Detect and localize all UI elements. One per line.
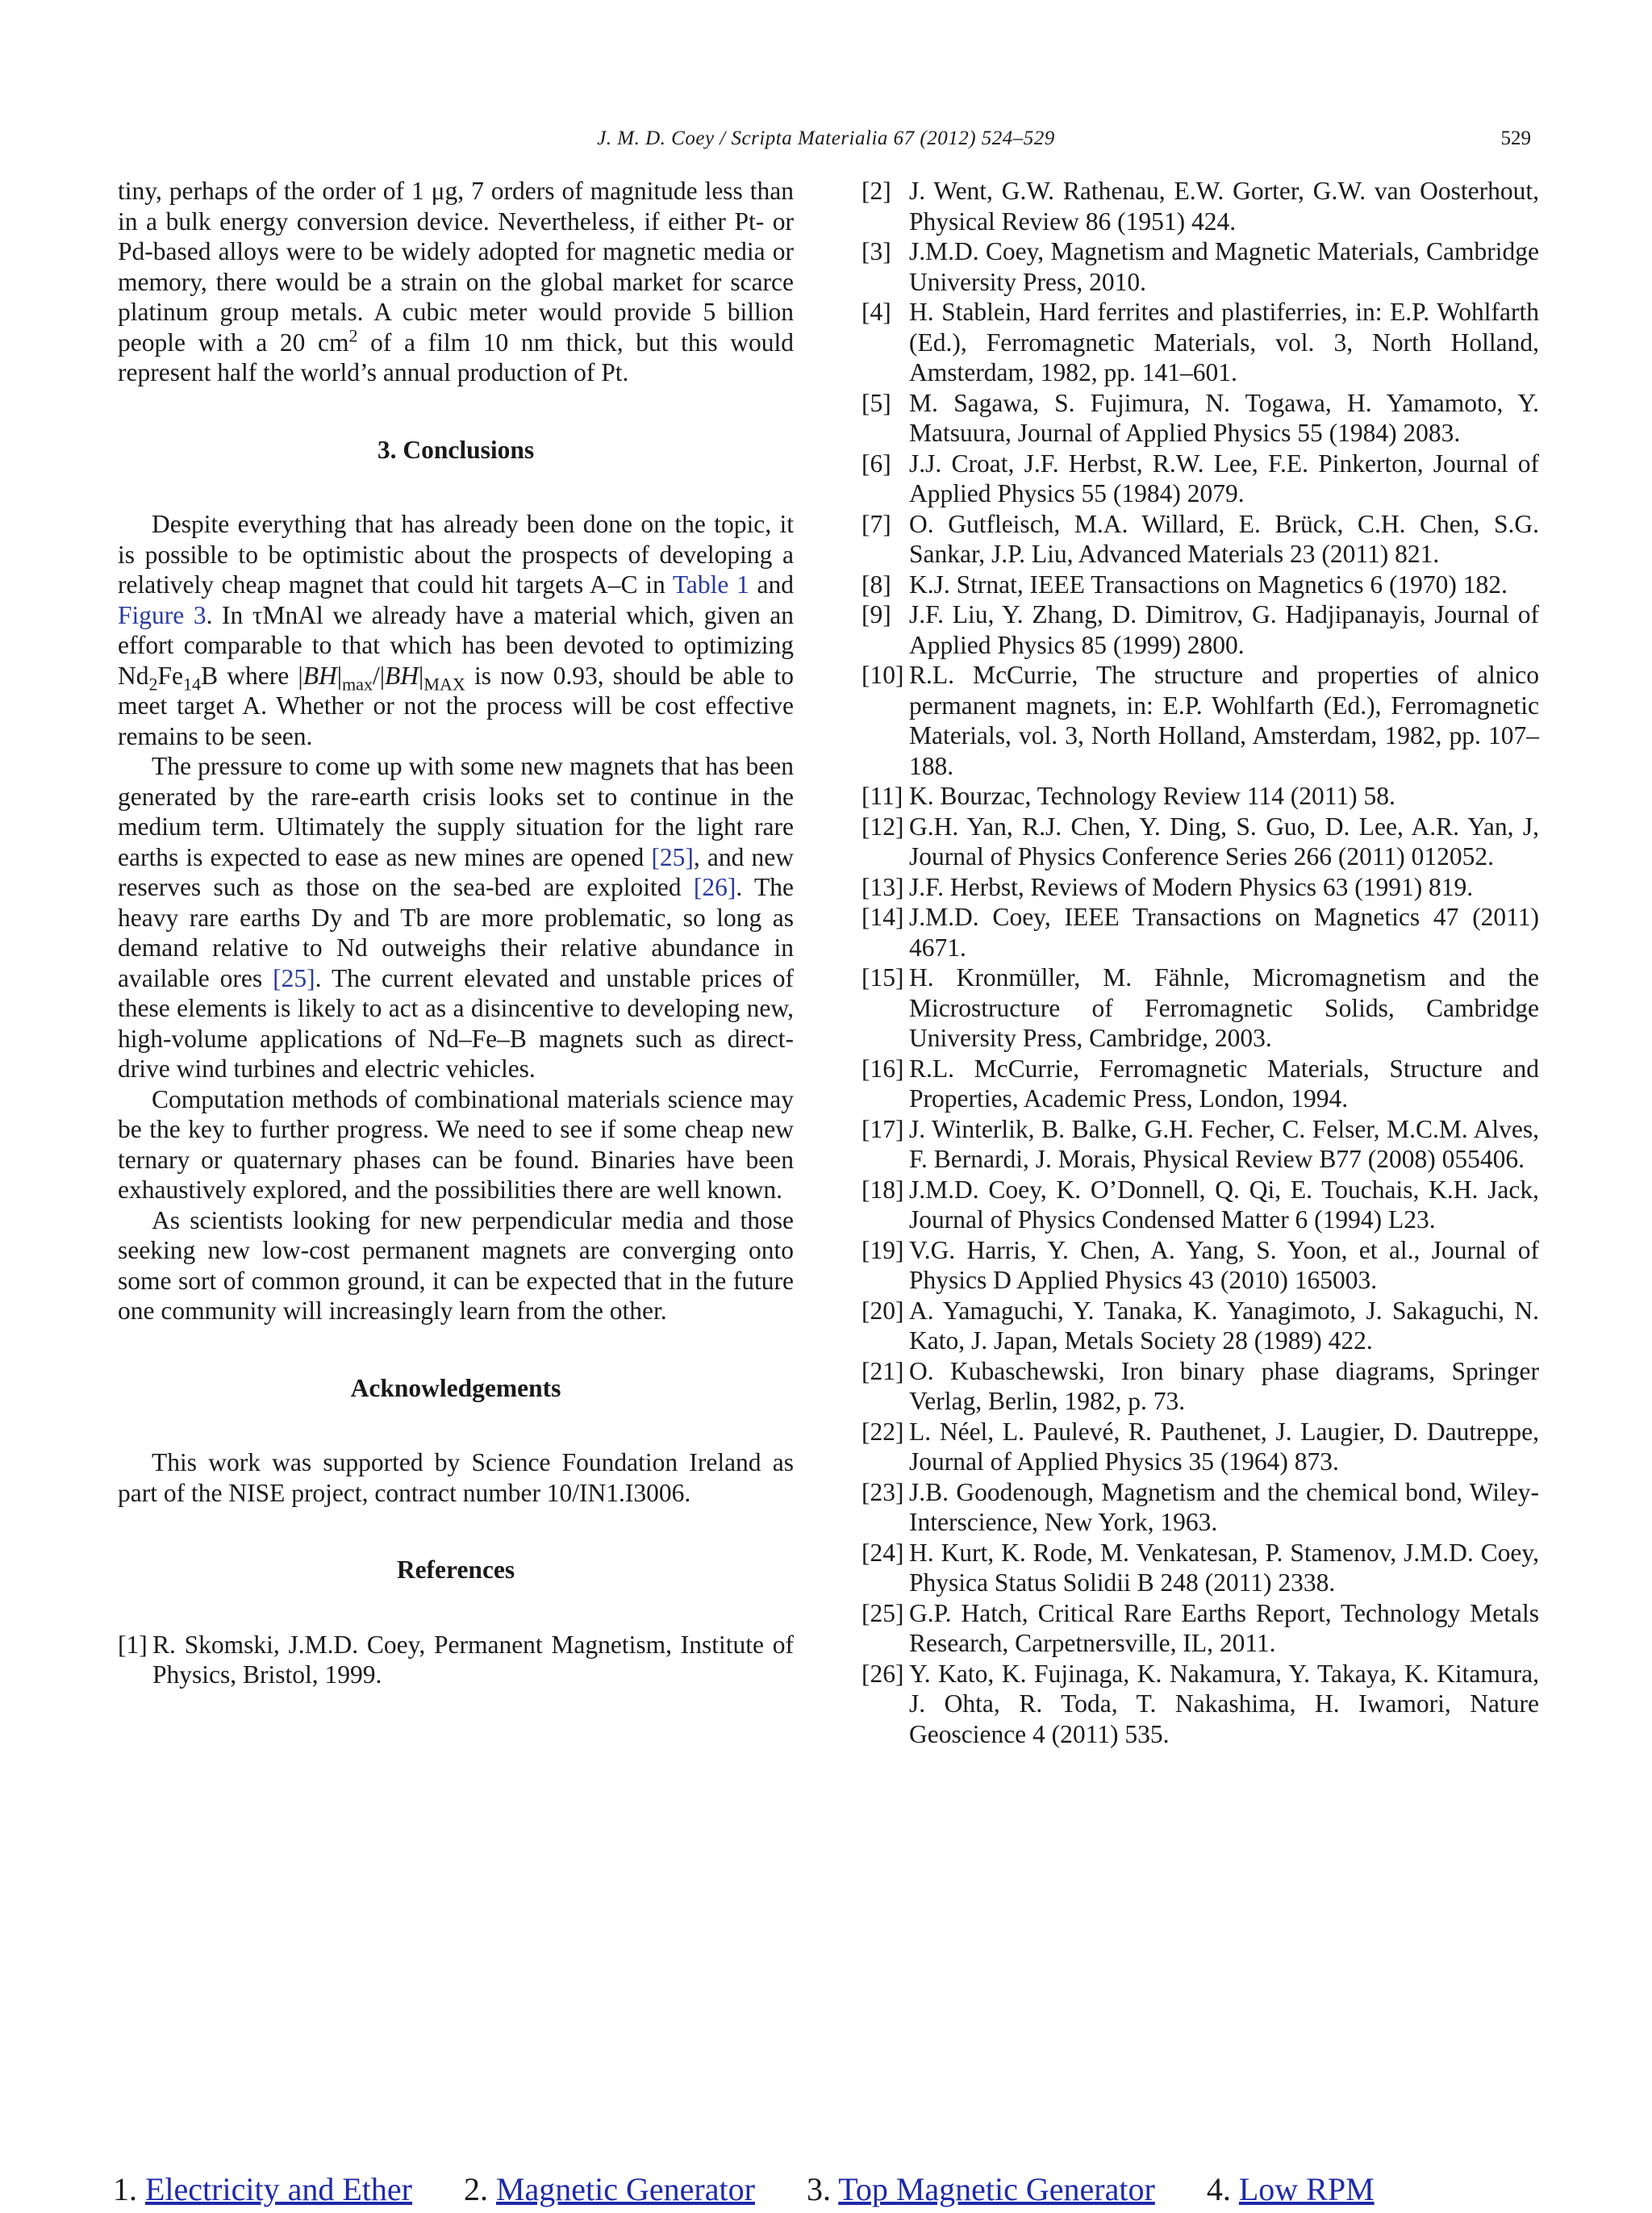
link-low-rpm[interactable]: Low RPM xyxy=(1238,2171,1375,2207)
reference-number: [13] xyxy=(861,872,904,901)
reference-number: [25] xyxy=(861,1598,904,1627)
reference-number: [9] xyxy=(861,600,891,628)
reference-text: H. Kronmüller, M. Fähnle, Micromagnetism and the Microstructure of Ferromagnetic Solids, Cambridge University Press, Cambridge, 2003. xyxy=(909,963,1539,1052)
reference-item xyxy=(861,599,1539,660)
reference-text: L. Néel, L. Paulevé, R. Pauthenet, J. Laugier, D. Dautreppe, Journal of Applied Physics 35 (1964) 873. xyxy=(909,1417,1539,1476)
text-span: and xyxy=(749,570,794,599)
math-italic: BH xyxy=(385,661,419,690)
reference-number: [20] xyxy=(861,1296,904,1325)
related-link-item xyxy=(1207,2171,1375,2207)
reference-number: [10] xyxy=(861,661,904,689)
table-1-link[interactable]: Table 1 xyxy=(672,570,749,599)
running-head: J. M. D. Coey / Scripta Materialia 67 (2012) 524–529 xyxy=(597,127,1055,149)
reference-number: [11] xyxy=(861,782,903,810)
reference-item xyxy=(861,781,1539,812)
link-magnetic-generator[interactable]: Magnetic Generator xyxy=(495,2171,755,2207)
text-span: , and new reserves such as those on the sea-bed are exploited xyxy=(118,842,794,901)
reference-item xyxy=(861,1417,1539,1477)
intro-text: tiny, perhaps of the order of 1 μg, 7 orders of magnitude less than in a bulk energy conversion device. Nevertheless, if either Pt- or Pd-based alloys were to be widely adopted for magnetic media or memory, there would be a strain on the global market for scarce platinum group metals. A cubic meter would provide 5 billion people with a 20 cm xyxy=(118,177,794,357)
reference-number: [6] xyxy=(861,449,891,478)
reference-item xyxy=(861,176,1539,236)
reference-text: H. Stablein, Hard ferrites and plastiferries, in: E.P. Wohlfarth (Ed.), Ferromagnetic Materials, vol. 3, North Holland, Amsterdam, 1982, pp. 141–601. xyxy=(909,298,1539,386)
reference-text: G.H. Yan, R.J. Chen, Y. Ding, S. Guo, D. Lee, A.R. Yan, J, Journal of Physics Conference Series 266 (2011) 012052. xyxy=(909,812,1539,871)
text-span: Despite everything that has already been done on the topic, it is possible to be optimistic about the prospects of developing a relatively cheap magnet that could hit targets A–C in xyxy=(118,510,794,599)
reference-item xyxy=(861,388,1539,449)
reference-item xyxy=(861,812,1539,872)
text-span: . In τMnAl we already have a material which, given an effort comparable to that which has been devoted to optimizing Nd xyxy=(118,600,794,690)
reference-item xyxy=(861,1296,1539,1356)
reference-item xyxy=(861,1235,1539,1296)
conclusions-paragraph-2 xyxy=(118,751,794,1084)
ref-26-link[interactable]: [26] xyxy=(693,873,736,901)
link-top-magnetic-generator[interactable]: Top Magnetic Generator xyxy=(838,2171,1155,2207)
reference-text: A. Yamaguchi, Y. Tanaka, K. Yanagimoto, J. Sakaguchi, N. Kato, J. Japan, Metals Society 28 (1989) 422. xyxy=(909,1296,1539,1355)
link-number: 2. xyxy=(463,2171,488,2207)
reference-text: J.F. Liu, Y. Zhang, D. Dimitrov, G. Hadjipanayis, Journal of Applied Physics 85 (1999) 2800. xyxy=(909,600,1539,659)
text-span: is now 0.93, should be able to meet target A. Whether or not the process will be cost effective remains to be seen. xyxy=(118,661,794,750)
reference-item xyxy=(861,509,1539,570)
text-span: /| xyxy=(372,661,386,690)
intro-text-end: of a film 10 nm thick, but this would represent half the world’s annual production of Pt. xyxy=(118,328,794,386)
reference-text: O. Kubaschewski, Iron binary phase diagrams, Springer Verlag, Berlin, 1982, p. 73. xyxy=(909,1356,1539,1415)
intro-paragraph xyxy=(118,176,794,388)
reference-list-right xyxy=(861,176,1539,1749)
related-links-bar xyxy=(113,2170,1565,2209)
related-link-item xyxy=(807,2171,1155,2207)
reference-number: [3] xyxy=(861,237,891,265)
reference-item xyxy=(861,1538,1539,1598)
reference-number: [8] xyxy=(861,570,891,599)
conclusions-paragraph-1: Despite everything that has already been done on the topic, it is possible to be optimistic about the prospects of developing a relatively cheap magnet that could hit targets A–C in Table 1 and Figure 3. In τMnAl we already have a material which, given an effort comparable to that which has been devoted to optimizing $Nd_2Fe_{14}B$ where $|BH|_{max}/|BH|_{MAX}$ is now 0.93, should be able to meet target A. Whether or not the process will be cost effective remains to be seen. xyxy=(118,510,794,750)
reference-item xyxy=(861,1356,1539,1417)
subscript: 2 xyxy=(148,673,158,694)
reference-text: V.G. Harris, Y. Chen, A. Yang, S. Yoon, et al., Journal of Physics D Applied Physics 43 (2010) 165003. xyxy=(909,1235,1539,1294)
reference-number: [22] xyxy=(861,1417,904,1446)
reference-text: Y. Kato, K. Fujinaga, K. Nakamura, Y. Takaya, K. Kitamura, J. Ohta, R. Toda, T. Nakashima, H. Iwamori, Nature Geoscience 4 (2011) 535. xyxy=(909,1659,1539,1748)
text-span: Fe xyxy=(157,661,184,690)
text-span: B where | xyxy=(201,661,303,690)
reference-text: R.L. McCurrie, The structure and properties of alnico permanent magnets, in: E.P. Wohlfarth (Ed.), Ferromagnetic Materials, vol. 3, North Holland, Amsterdam, 1982, pp. 107–188. xyxy=(909,661,1539,780)
reference-number: [26] xyxy=(861,1659,904,1688)
reference-item xyxy=(861,1659,1539,1750)
reference-item xyxy=(861,570,1539,600)
reference-number: [17] xyxy=(861,1114,904,1143)
conclusions-paragraph-3: Computation methods of combinational materials science may be the key to further progress. We need to see if some cheap new ternary or quaternary phases can be found. Binaries have been exhaustively explored, and the possibilities there are well known. xyxy=(118,1084,794,1204)
reference-text: K. Bourzac, Technology Review 114 (2011) 58. xyxy=(909,782,1395,810)
reference-item xyxy=(118,1630,794,1690)
reference-text: R. Skomski, J.M.D. Coey, Permanent Magnetism, Institute of Physics, Bristol, 1999. xyxy=(152,1630,794,1689)
reference-number: [4] xyxy=(861,298,891,326)
reference-text: J. Went, G.W. Rathenau, E.W. Gorter, G.W. van Oosterhout, Physical Review 86 (1951) 424. xyxy=(909,177,1539,236)
reference-text: K.J. Strnat, IEEE Transactions on Magnetics 6 (1970) 182. xyxy=(909,570,1508,599)
reference-number: [21] xyxy=(861,1356,904,1385)
reference-item xyxy=(861,1477,1539,1538)
left-column xyxy=(118,176,794,1690)
reference-item xyxy=(861,1175,1539,1235)
figure-3-link[interactable]: Figure 3 xyxy=(118,600,206,629)
reference-item xyxy=(861,660,1539,781)
reference-item xyxy=(861,872,1539,903)
link-electricity-and-ether[interactable]: Electricity and Ether xyxy=(145,2171,412,2207)
text-span: The pressure to come up with some new magnets that has been generated by the rare-earth crisis looks set to continue in the medium term. Ultimately the supply situation for the light rare earths is expected to ease as new mines are opened xyxy=(118,752,794,871)
acknowledgements-paragraph: This work was supported by Science Foundation Ireland as part of the NISE project, contract number 10/IN1.I3006. xyxy=(118,1448,794,1507)
reference-number: [19] xyxy=(861,1235,904,1264)
ref-25-link[interactable]: [25] xyxy=(651,842,694,871)
reference-text: J.F. Herbst, Reviews of Modern Physics 63 (1991) 819. xyxy=(909,872,1474,901)
right-column xyxy=(861,176,1539,1749)
reference-item xyxy=(861,902,1539,962)
references-heading: References xyxy=(396,1555,515,1584)
reference-text: J.M.D. Coey, K. O’Donnell, Q. Qi, E. Touchais, K.H. Jack, Journal of Physics Condensed Matter 6 (1994) L23. xyxy=(909,1175,1539,1234)
reference-item xyxy=(861,962,1539,1054)
reference-text: H. Kurt, K. Rode, M. Venkatesan, P. Stamenov, J.M.D. Coey, Physica Status Solidii B 248 (2011) 2338. xyxy=(909,1538,1539,1597)
intro-superscript: 2 xyxy=(348,325,358,345)
link-number: 1. xyxy=(113,2171,137,2207)
reference-text: M. Sagawa, S. Fujimura, N. Togawa, H. Yamamoto, Y. Matsuura, Journal of Applied Physics 55 (1984) 2083. xyxy=(909,388,1539,447)
related-link-item xyxy=(464,2171,755,2207)
subscript: max xyxy=(342,673,373,694)
reference-list-left xyxy=(118,1630,794,1690)
related-link-item xyxy=(113,2171,412,2207)
reference-number: [24] xyxy=(861,1538,904,1567)
reference-text: J. Winterlik, B. Balke, G.H. Fecher, C. Felser, M.C.M. Alves, F. Bernardi, J. Morais, Physical Review B77 (2008) 055406. xyxy=(909,1114,1539,1173)
conclusions-paragraph-4: As scientists looking for new perpendicular media and those seeking new low-cost permanent magnets are converging onto some sort of common ground, it can be expected that in the future one community will increasingly learn from the other. xyxy=(118,1205,794,1325)
reference-item xyxy=(861,449,1539,509)
link-number: 4. xyxy=(1206,2171,1231,2207)
reference-number: [18] xyxy=(861,1175,904,1204)
text-span: . The heavy rare earths Dy and Tb are more problematic, so long as demand relative to Nd outweighs their relative abundance in available ores xyxy=(118,873,794,992)
reference-number: [1] xyxy=(118,1630,148,1659)
reference-item xyxy=(861,1114,1539,1175)
reference-text: R.L. McCurrie, Ferromagnetic Materials, Structure and Properties, Academic Press, London, 1994. xyxy=(909,1054,1539,1113)
reference-text: J.B. Goodenough, Magnetism and the chemical bond, Wiley-Interscience, New York, 1963. xyxy=(909,1477,1539,1536)
reference-item xyxy=(861,1054,1539,1114)
subscript: 14 xyxy=(183,673,202,694)
reference-text: G.P. Hatch, Critical Rare Earths Report, Technology Metals Research, Carpetnersville, IL, 2011. xyxy=(909,1598,1539,1657)
page-header xyxy=(0,127,1652,160)
reference-text: J.M.D. Coey, Magnetism and Magnetic Materials, Cambridge University Press, 2010. xyxy=(909,237,1539,296)
acknowledgements-heading: Acknowledgements xyxy=(350,1373,561,1402)
reference-number: [23] xyxy=(861,1477,904,1506)
reference-text: J.J. Croat, J.F. Herbst, R.W. Lee, F.E. Pinkerton, Journal of Applied Physics 55 (1984) 2079. xyxy=(909,449,1539,507)
reference-item xyxy=(861,297,1539,388)
reference-text: O. Gutfleisch, M.A. Willard, E. Brück, C.H. Chen, S.G. Sankar, J.P. Liu, Advanced Materials 23 (2011) 821. xyxy=(909,509,1539,568)
link-number: 3. xyxy=(806,2171,831,2207)
reference-text: J.M.D. Coey, IEEE Transactions on Magnetics 47 (2011) 4671. xyxy=(909,903,1539,962)
reference-item xyxy=(861,236,1539,297)
reference-item xyxy=(861,1598,1539,1659)
reference-number: [14] xyxy=(861,903,904,931)
math-italic: BH xyxy=(302,661,337,690)
text-span: . The current elevated and unstable prices of these elements is likely to act as a disincentive to developing new, high-volume applications of Nd–Fe–B magnets such as direct-drive wind turbines and electric vehicles. xyxy=(118,963,794,1083)
reference-number: [15] xyxy=(861,963,904,992)
reference-number: [2] xyxy=(861,177,891,205)
reference-number: [7] xyxy=(861,509,891,538)
page-number: 529 xyxy=(1500,127,1531,149)
subscript: MAX xyxy=(423,673,465,694)
ref-25-link[interactable]: [25] xyxy=(273,963,315,992)
reference-number: [5] xyxy=(861,388,891,417)
conclusions-heading: 3. Conclusions xyxy=(377,435,535,464)
reference-number: [16] xyxy=(861,1054,904,1083)
reference-number: [12] xyxy=(861,812,904,841)
